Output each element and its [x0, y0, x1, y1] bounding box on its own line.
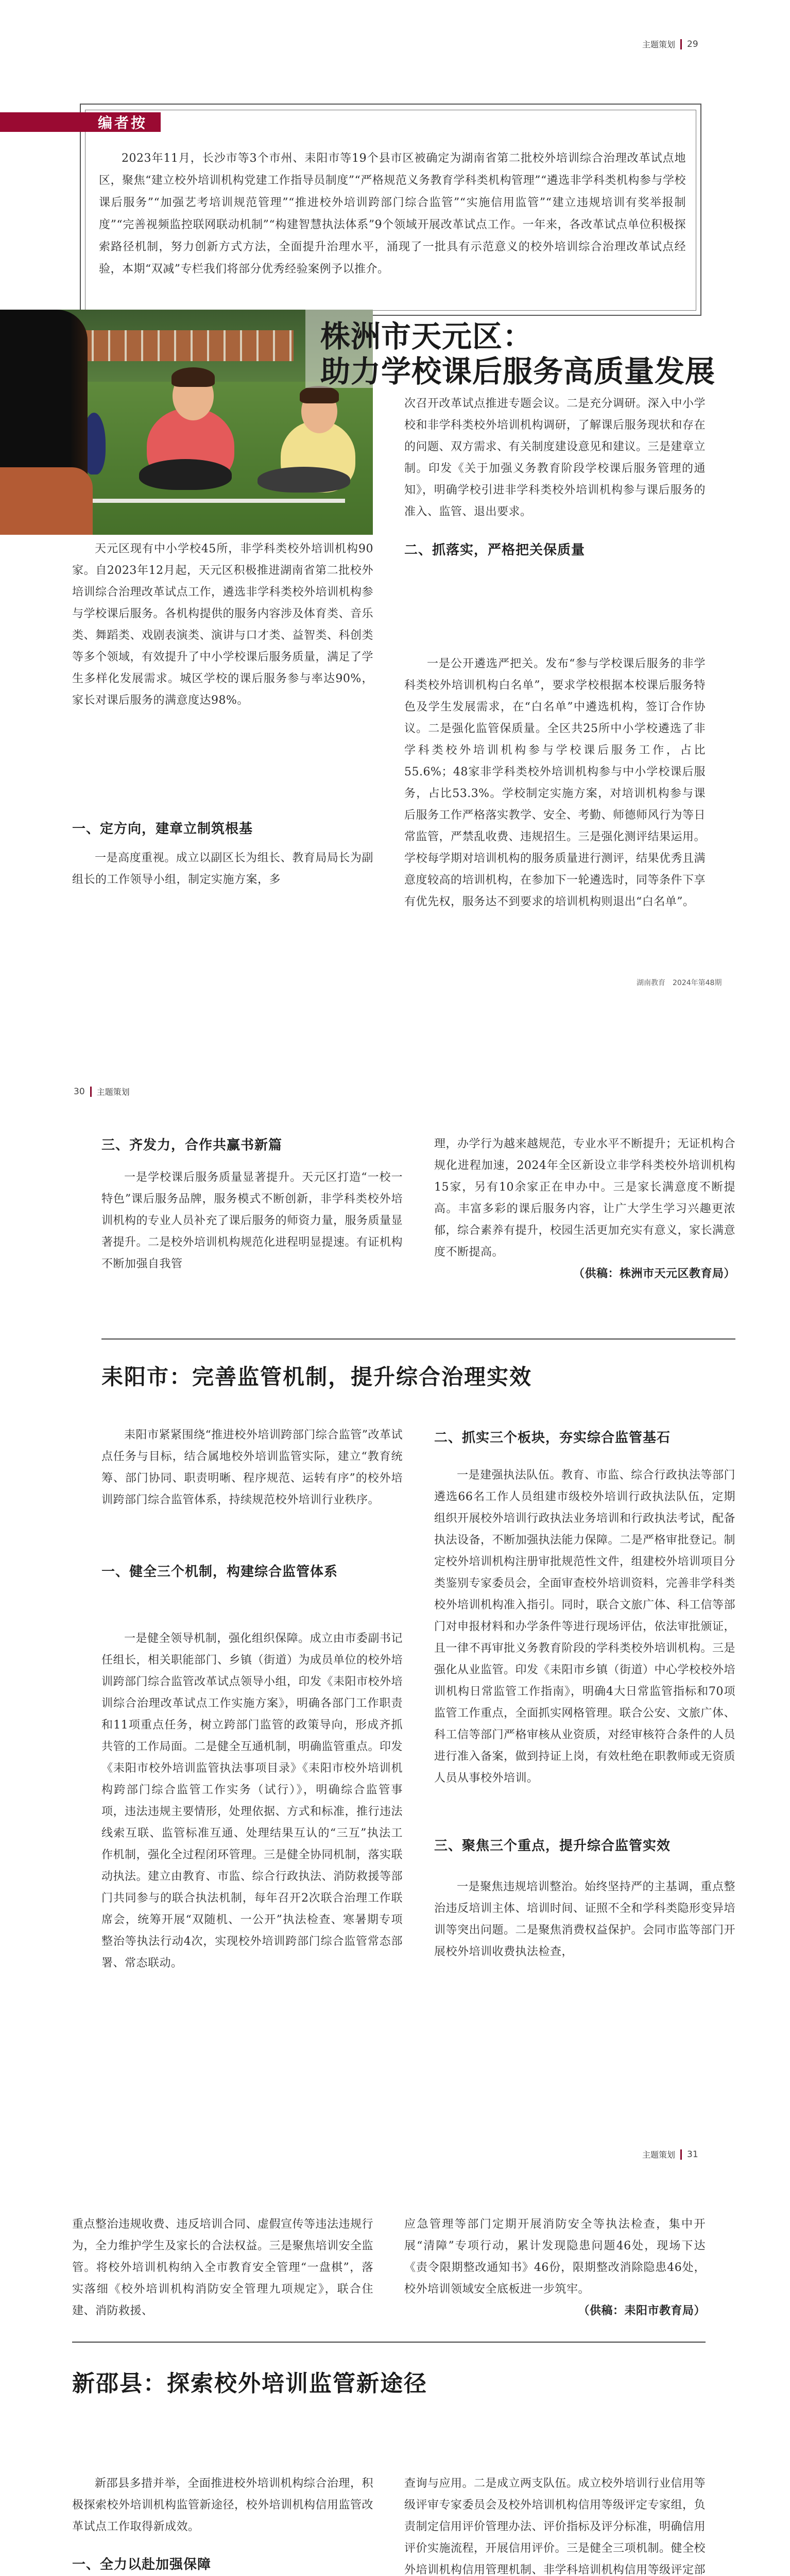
section-paragraph: 一是高度重视。成立以副区长为组长、教育局局长为副组长的工作领导小组，制定实施方案，多 [72, 852, 373, 886]
article-photo [0, 310, 373, 535]
page-number: 29 [687, 39, 698, 49]
article-column-right-top [404, 393, 706, 523]
article-title: 耒阳市：完善监管机制，提升综合治理实效 [101, 1364, 533, 1389]
article-column-left [101, 1628, 403, 1974]
section-heading: 二、抓实三个板块，夯实综合监管基石 [434, 1430, 671, 1446]
article-divider [72, 2342, 706, 2343]
article-column-right [404, 653, 706, 913]
article-credit: （供稿：耒阳市教育局） [578, 2304, 706, 2317]
editor-note-tag-label: 编者按 [97, 114, 147, 131]
section-paragraph: 查询与应用。二是成立两支队伍。成立校外培训行业信用等级评审专家委员会及校外培训机构信用等级评定专家组，负责制定信用评价管理办法、评价指标及评分标准，明确信用评价实施流程，开展信用评价。三是健全三项机制。健全校外培训机构信用管理机制、非学科培训机构信用等级评定部 [404, 2477, 706, 2576]
article-title-line-2: 助力学校课后服务高质量发展 [320, 354, 716, 389]
section-paragraph: 次召开改革试点推进专题会议。二是充分调研。深入中小学校和非学科类校外培训机构调研，了解课后服务现状和存在的问题、双方需求、有关制度建设意见和建议。三是建章立制。印发《关于加强义务教育阶段学校课后服务管理的通知》，明确学校引进非学科类校外培训机构参与课后服务的准入、监管、退出要求。 [404, 397, 706, 518]
section-paragraph: 重点整治违规收费、违反培训合同、虚假宣传等违法违规行为，全力维护学生及家长的合法权益。三是聚焦培训安全监管。将校外培训机构纳入全市教育安全管理“一盘棋”，落实落细《校外培训机构消防安全管理九项规定》，联合住建、消防救援、 [72, 2218, 374, 2317]
article-intro-column [101, 1425, 403, 1511]
article-credit: （供稿：株洲市天元区教育局） [573, 1267, 735, 1280]
section-heading: 一、定方向，建章立制筑根基 [72, 821, 253, 837]
section-heading: 三、聚焦三个重点，提升综合监管实效 [434, 1838, 671, 1854]
page-number: 31 [687, 2149, 698, 2160]
section-paragraph: 一是建强执法队伍。教育、市监、综合行政执法等部门遴选66名工作人员组建市级校外培训行政执法队伍，定期组织开展校外培训行政执法业务培训和行政执法考试，配备执法设备，不断加强执法能力保障。二是严格审批登记。制定校外培训机构注册审批规范性文件，组建校外培训项目分类鉴别专家委员会，全面审查校外培训资料，完善非学科类校外培训机构准入指引。同时，联合文旅广体、科工信等部门对申报材料和办学条件等进行现场评估，依法审批颁证，且一律不再审批义务教育阶段的学科类校外培训机构。三是强化从业监管。印发《耒阳市乡镇（街道）中心学校校外培训机构日常监管工作指南》，明确4大日常监管指标和70项监管工作重点，全面抓实网格管理。联合公安、文旅广体、科工信等部门严格审核从业资质，对经审核符合条件的人员进行准入备案，做到持证上岗，有效杜绝在职教师或无资质人员从事校外培训。 [434, 1469, 736, 1785]
page-header [642, 38, 698, 50]
article-column-left [101, 1167, 403, 1275]
section-heading: 一、健全三个机制，构建综合监管体系 [101, 1564, 338, 1580]
page-header [74, 1086, 130, 1097]
article-column-right [404, 2214, 706, 2322]
article-title [320, 319, 715, 388]
section-label: 主题策划 [642, 2150, 676, 2160]
section-paragraph: 一是健全领导机制，强化组织保障。成立由市委副书记任组长，相关职能部门、乡镇（街道）为成员单位的校外培训跨部门综合监管改革试点领导小组，印发《耒阳市校外培训综合治理改革试点工作实施方案》，明确各部门工作职责和11项重点任务，树立跨部门监管的政策导向，形成齐抓共管的工作局面。二是健全互通机制，明确监管重点。印发《耒阳市校外培训监管执法事项目录》《耒阳市校外培训机构跨部门综合监管工作实务（试行）》，明确综合监管事项，违法违规主要情形，处理依据、方式和标准，推行违法线索互联、监管标准互通、处理结果互认的“三互”执法工作机制，强化全过程闭环管理。三是健全协同机制，落实联动执法。建立由教育、市监、综合行政执法、消防救援等部门共同参与的联合执法机制，每年召开2次联合治理工作联席会，统筹开展“双随机、一公开”执法检查、寒暑期专项整治等执法行动4次，实现校外培训跨部门综合监管常态部署、常态联动。 [101, 1632, 403, 1970]
section-label: 主题策划 [96, 1087, 130, 1097]
article-column-left [72, 2214, 373, 2322]
article-column-right [434, 1133, 735, 1285]
article-column-right [434, 1465, 735, 1789]
section-label: 主题策划 [642, 40, 676, 49]
page-number: 30 [74, 1086, 85, 1097]
article-title-line-1: 株洲市天元区： [320, 319, 534, 354]
article-column-right [404, 2473, 706, 2576]
header-divider [680, 2149, 682, 2160]
article-divider [101, 1338, 735, 1340]
editor-note-tag [0, 112, 161, 132]
section-heading: 一、全力以赴加强保障 [72, 2557, 212, 2572]
article-column-left-bottom [72, 848, 373, 891]
section-paragraph: 一是学校课后服务质量显著提升。天元区打造“一校一特色”课后服务品牌，服务模式不断创新，非学科类校外培训机构的专业人员补充了课后服务的师资力量，服务质量显著提升。二是校外培训机构规范化进程明显提速。有证机构不断加强自我管 [101, 1171, 403, 1270]
section-heading: 三、齐发力，合作共赢书新篇 [101, 1138, 283, 1153]
page-footer: 湖南教育 2024年第48期 [637, 979, 722, 987]
article-intro: 天元区现有中小学校45所，非学科类校外培训机构90家。自2023年12月起，天元区积极推进湖南省第二批校外培训综合治理改革试点工作，遴选非学科类校外培训机构参与学校课后服务。各机构提供的服务内容涉及体育类、音乐类、舞蹈类、戏剧表演类、演讲与口才类、益智类、科创类等多个领域，有效提升了中小学校课后服务质量，满足了学生多样化发展需求。城区学校的课后服务参与率达90%，家长对课后服务的满意度达98%。 [72, 543, 374, 707]
section-paragraph: 理，办学行为越来越规范，专业水平不断提升；无证机构合规化进程加速，2024年全区新设立非学科类校外培训机构15家，另有10余家正在申办中。三是家长满意度不断提高。丰富多彩的课后服务内容，让广大学生学习兴趣更浓郁，综合素养有提升，校园生活更加充实有意义，家长满意度不断提高。 [434, 1138, 736, 1259]
article-column-right-bottom [434, 1876, 735, 1963]
section-paragraph: 应急管理等部门定期开展消防安全等执法检查，集中开展“清障”专项行动，累计发现隐患问题46处，现场下达《责令限期整改通知书》46份，限期整改消除隐患46处，校外培训领域安全底板进一步筑牢。 [404, 2218, 706, 2296]
article-intro-column [72, 2473, 373, 2538]
header-divider [90, 1087, 92, 1097]
header-divider [680, 39, 682, 49]
section-paragraph: 一是公开遴选严把关。发布“参与学校课后服务的非学科类校外培训机构白名单”，要求学校根据本校课后服务特色及学生发展需求，在“白名单”中遴选机构，签订合作协议。二是强化监管保质量。全区共25所中小学校遴选了非学科类校外培训机构参与学校课后服务工作，占比55.6%；48家非学科类校外培训机构参与中小学校课后服务，占比53.3%。学校制定实施方案，对培训机构参与课后服务工作严格落实教学、安全、考勤、师德师风行为等日常监管，严禁乱收费、违规招生。三是强化测评结果运用。学校每学期对培训机构的服务质量进行测评，结果优秀且满意度较高的培训机构，在参加下一轮遴选时，同等条件下享有优先权，服务达不到要求的培训机构则退出“白名单”。 [404, 657, 706, 908]
section-heading: 二、抓落实，严格把关保质量 [404, 543, 586, 558]
article-column-left [72, 538, 373, 711]
article-intro: 新邵县多措并举，全面推进校外培训机构综合治理，积极探索校外培训机构监管新途径，校外培训机构信用监管改革试点工作取得新成效。 [72, 2477, 374, 2533]
article-title: 新邵县：探索校外培训监管新途径 [72, 2370, 427, 2397]
section-paragraph: 一是聚焦违规培训整治。始终坚持严的主基调，重点整治违反培训主体、培训时间、证照不全和学科类隐形变异培训等突出问题。二是聚焦消费权益保护。会同市监等部门开展校外培训收费执法检查， [434, 1880, 736, 1958]
editor-note-paragraph: 2023年11月，长沙市等3个市州、耒阳市等19个县市区被确定为湖南省第二批校外培训综合治理改革试点地区，聚焦“建立校外培训机构党建工作指导员制度”“严格规范义务教育学科类机构管理”“遴选非学科类机构参与学校课后服务”“加强艺考培训规范管理”“推进校外培训跨部门综合监管”“实施信用监管”“建立违规培训有奖举报制度”“完善视频监控联网联动机制”“构建智慧执法体系”9个领域开展改革试点工作。一年来，各改革试点单位积极探索路径机制，努力创新方式方法，全面提升治理水平，涌现了一批具有示范意义的校外培训综合治理改革试点经验，本期“双减”专栏我们将部分优秀经验案例予以推介。 [99, 152, 686, 276]
page-header [642, 2148, 698, 2160]
article-intro: 耒阳市紧紧围绕“推进校外培训跨部门综合监管”改革试点任务与目标，结合属地校外培训监管实际，建立“教育统筹、部门协同、职责明晰、程序规范、运转有序”的校外培训跨部门综合监管体系，持续规范校外培训行业秩序。 [101, 1429, 403, 1506]
editor-note-text [99, 147, 686, 280]
